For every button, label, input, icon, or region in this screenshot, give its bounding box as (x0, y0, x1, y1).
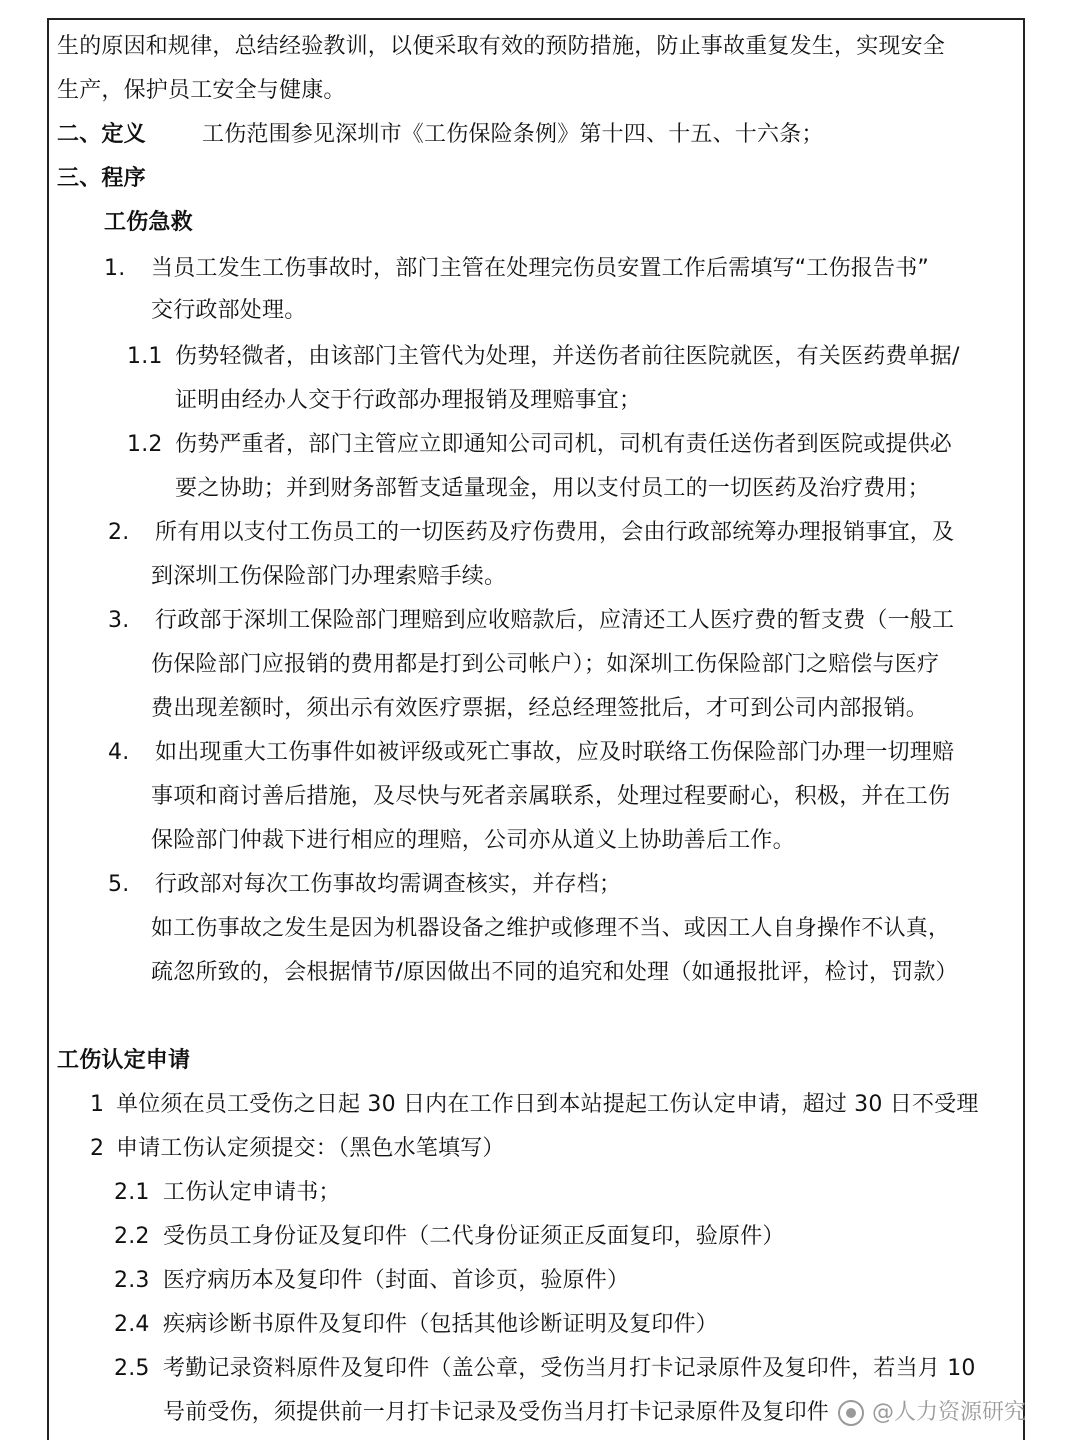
procedure-heading: 三、程序 (57, 166, 146, 191)
application-item-number: 1 (90, 1092, 105, 1117)
watermark-text: @人力资源研究 (872, 1400, 1027, 1425)
definition-heading: 二、定义 (57, 122, 146, 147)
application-heading: 工伤认定申请 (57, 1048, 191, 1073)
procedure-item-number: 5. (108, 872, 130, 897)
procedure-item-text: 疏忽所致的，会根据情节/原因做出不同的追究和处理（如通报批评，检讨，罚款） (151, 960, 958, 985)
watermark (838, 1396, 1026, 1430)
procedure-item-number: 3. (108, 608, 130, 633)
procedure-item-number: 2. (108, 520, 130, 545)
intro-line-1: 生的原因和规律，总结经验教训，以便采取有效的预防措施，防止事故重复发生，实现安全 (57, 34, 946, 59)
application-subitem-text: 医疗病历本及复印件（封面、首诊页，验原件） (163, 1268, 630, 1293)
procedure-item-text: 如出现重大工伤事件如被评级或死亡事故，应及时联络工伤保险部门办理一切理赔 (155, 740, 955, 765)
procedure-subitem-number: 1.1 (127, 344, 163, 369)
procedure-item-text: 费出现差额时，须出示有效医疗票据，经总经理签批后，才可到公司内部报销。 (151, 696, 929, 721)
procedure-subitem-text: 证明由经办人交于行政部办理报销及理赔事宜； (175, 388, 642, 413)
procedure-item-text: 行政部于深圳工保险部门理赔到应收赔款后，应清还工人医疗费的暂支费（一般工 (155, 608, 955, 633)
application-subitem-number: 2.5 (114, 1356, 150, 1381)
application-item-number: 2 (90, 1136, 105, 1161)
application-subitem-number: 2.1 (114, 1180, 150, 1205)
application-subitem-number: 2.2 (114, 1224, 150, 1249)
application-subitem-text: 号前受伤，须提供前一月打卡记录及受伤当月打卡记录原件及复印件 (163, 1400, 830, 1425)
application-subitem-number: 2.4 (114, 1312, 150, 1337)
application-subitem-text: 工伤认定申请书； (163, 1180, 341, 1205)
procedure-item-number: 4. (108, 740, 130, 765)
procedure-item-text: 所有用以支付工伤员工的一切医药及疗伤费用，会由行政部统筹办理报销事宜，及 (155, 520, 955, 545)
procedure-item-text: 伤保险部门应报销的费用都是打到公司帐户）；如深圳工伤保险部门之赔偿与医疗 (151, 652, 940, 677)
intro-line-2: 生产，保护员工安全与健康。 (57, 78, 346, 103)
procedure-item-text: 保险部门仲裁下进行相应的理赔，公司亦从道义上协助善后工作。 (151, 828, 795, 853)
procedure-item-text: 行政部对每次工伤事故均需调查核实，并存档； (155, 872, 622, 897)
procedure-subitem-text: 伤势轻微者，由该部门主管代为处理，并送伤者前往医院就医，有关医药费单据/ (175, 344, 960, 369)
procedure-subitem-text: 要之协助；并到财务部暂支适量现金，用以支付员工的一切医药及治疗费用； (175, 476, 930, 501)
definition-text: 工伤范围参见深圳市《工伤保险条例》第十四、十五、十六条； (202, 122, 824, 147)
procedure-item-text: 交行政部处理。 (151, 298, 307, 323)
procedure-item-text: 事项和商讨善后措施，及尽快与死者亲属联系，处理过程要耐心，积极，并在工伤 (151, 784, 951, 809)
application-subitem-text: 疾病诊断书原件及复印件（包括其他诊断证明及复印件） (163, 1312, 719, 1337)
first-aid-heading: 工伤急救 (104, 210, 193, 235)
procedure-item-number: 1. (104, 256, 126, 281)
procedure-item-text: 当员工发生工伤事故时，部门主管在处理完伤员安置工作后需填写“工伤报告书” (151, 256, 929, 281)
weibo-logo-icon (838, 1400, 864, 1426)
procedure-subitem-text: 伤势严重者，部门主管应立即通知公司司机，司机有责任送伤者到医院或提供必 (175, 432, 953, 457)
procedure-subitem-number: 1.2 (127, 432, 163, 457)
application-item-text: 申请工伤认定须提交：（黑色水笔填写） (116, 1136, 505, 1161)
application-subitem-text: 受伤员工身份证及复印件（二代身份证须正反面复印，验原件） (163, 1224, 785, 1249)
application-subitem-text: 考勤记录资料原件及复印件（盖公章，受伤当月打卡记录原件及复印件，若当月 10 (163, 1356, 976, 1381)
procedure-item-text: 如工伤事故之发生是因为机器设备之维护或修理不当、或因工人自身操作不认真， (151, 916, 951, 941)
application-item-text: 单位须在员工受伤之日起 30 日内在工作日到本站提起工伤认定申请，超过 30 日不受理 (116, 1092, 979, 1117)
procedure-item-text: 到深圳工伤保险部门办理索赔手续。 (151, 564, 507, 589)
application-subitem-number: 2.3 (114, 1268, 150, 1293)
